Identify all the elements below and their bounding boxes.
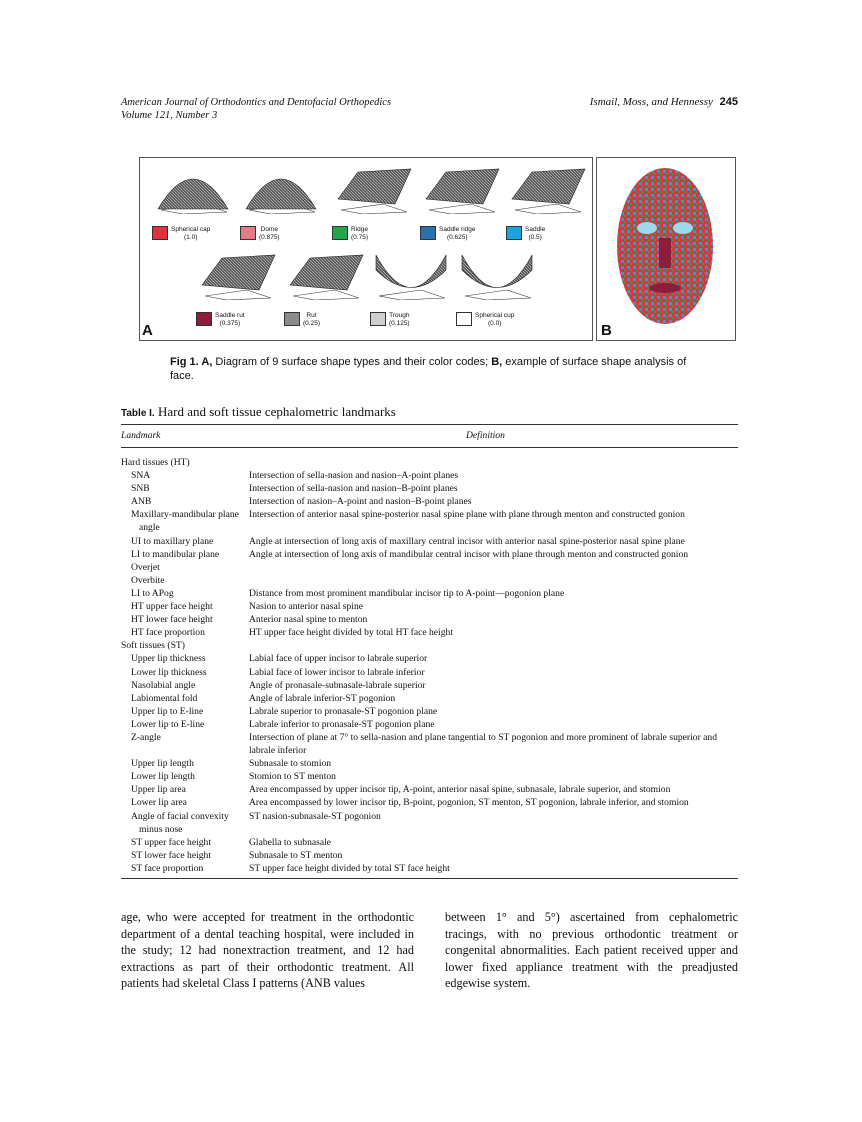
- landmark-cell: [121, 600, 249, 613]
- table-category-row: [121, 639, 738, 652]
- landmark-name: Upper lip thickness: [131, 653, 206, 665]
- landmark-cell: [121, 548, 249, 561]
- landmark-cell: [121, 495, 249, 508]
- color-swatch: [420, 226, 436, 240]
- landmark-name: HT upper face height: [131, 601, 213, 613]
- face-shape-map-image: [597, 158, 735, 340]
- caption-text-b: example of surface shape analysis of face.: [170, 356, 687, 382]
- shape-value: (0.125): [389, 320, 410, 327]
- landmark-name: Lower lip length: [131, 771, 195, 783]
- color-swatch: [506, 226, 522, 240]
- table-row: [121, 508, 738, 534]
- shape-legend-item: [420, 226, 476, 242]
- landmark-cell: [121, 810, 249, 836]
- shape-legend-item: [284, 312, 320, 328]
- caption-label: Fig 1. A,: [170, 356, 213, 368]
- shape-value: (0.75): [351, 234, 368, 241]
- table-top-rule: [121, 424, 738, 425]
- shape-value: (1.0): [184, 234, 198, 241]
- shape-legend-item: [240, 226, 280, 242]
- landmark-cell: [121, 692, 249, 705]
- shape-name: Saddle: [525, 226, 546, 233]
- shape-legend-item: [370, 312, 410, 328]
- shape-value: (0.375): [219, 320, 241, 327]
- table-row: [121, 783, 738, 796]
- caption-text: Diagram of 9 surface shape types and their color codes;: [212, 356, 492, 368]
- landmark-name: Lower lip to E-line: [131, 718, 205, 730]
- landmark-cell: [121, 574, 249, 587]
- landmark-name: Nasolabial angle: [131, 679, 196, 691]
- table-row: [121, 600, 738, 613]
- definition-cell: Labrale superior to pronasale-ST pogonion plane: [249, 705, 438, 717]
- shape-name: Spherical cap: [171, 226, 211, 233]
- landmark-cell: [121, 587, 249, 600]
- surface-shape-plot: [197, 250, 277, 300]
- shape-name: Ridge: [351, 226, 368, 233]
- table-row: [121, 561, 738, 574]
- table-row: [121, 626, 738, 639]
- column-header-landmark: Landmark: [121, 430, 161, 441]
- definition-cell: Nasion to anterior nasal spine: [249, 601, 364, 613]
- landmark-cell: [121, 535, 249, 548]
- landmark-cell: [121, 770, 249, 783]
- definition-cell: Angle of labrale inferior-ST pogonion: [249, 692, 396, 704]
- table-row: [121, 482, 738, 495]
- figure-caption: [170, 355, 700, 383]
- definition-cell: Intersection of plane at 7° to sella-nasion and plane tangential to ST pogonion and more prominent of labrale superior and labrale inferior: [249, 731, 718, 757]
- table-header-rule: [121, 447, 738, 448]
- authors: Ismail, Moss, and Hennessy: [589, 96, 713, 108]
- landmark-name: SNA: [131, 470, 151, 482]
- surface-shape-plot: [333, 164, 413, 214]
- color-swatch: [332, 226, 348, 240]
- body-text-left-column: age, who were accepted for treatment in the orthodontic department of a dental teaching hospital, were included in the study; 12 had nonextraction treatment, and 12 had extractions as part of their orthodontic treatment. All patients had skeletal Class I patterns (ANB values: [121, 910, 414, 991]
- landmark-name: LI to APog: [131, 587, 174, 599]
- table-row: [121, 836, 738, 849]
- table-row: [121, 574, 738, 587]
- landmark-cell: [121, 862, 249, 875]
- running-header-authors: [590, 96, 738, 109]
- table-row: [121, 810, 738, 836]
- table-row: [121, 770, 738, 783]
- definition-cell: Intersection of anterior nasal spine-posterior nasal spine plane with plane through menton and constructed gonion: [249, 509, 685, 521]
- journal-volume: Volume 121, Number 3: [121, 110, 218, 121]
- table-row: [121, 679, 738, 692]
- definition-cell: Intersection of sella-nasion and nasion–A-point planes: [249, 470, 459, 482]
- landmark-name: ANB: [131, 496, 152, 508]
- table-title-text: Hard and soft tissue cephalometric landmarks: [154, 404, 396, 419]
- definition-cell: Glabella to subnasale: [249, 836, 332, 848]
- definition-cell: Angle of pronasale-subnasale-labrale superior: [249, 679, 426, 691]
- definition-cell: Angle at intersection of long axis of maxillary central incisor with anterior nasal spine-posterior nasal spine plane: [249, 535, 685, 547]
- surface-shape-plot: [153, 164, 233, 214]
- landmark-name: ST lower face height: [131, 849, 212, 861]
- shape-name: Trough: [389, 312, 410, 319]
- color-swatch: [370, 312, 386, 326]
- landmark-cell: [121, 561, 249, 574]
- table-row: [121, 548, 738, 561]
- definition-cell: Area encompassed by lower incisor tip, B-point, pogonion, ST menton, ST pogonion, labrale inferior, and stomion: [249, 797, 689, 809]
- color-swatch: [456, 312, 472, 326]
- landmark-name: LI to mandibular plane: [131, 548, 220, 560]
- landmark-name: Overjet: [131, 561, 160, 573]
- definition-cell: Area encompassed by upper incisor tip, A-point, anterior nasal spine, subnasale, labrale superior, and stomion: [249, 784, 671, 796]
- definition-cell: Stomion to ST menton: [249, 771, 336, 783]
- landmark-cell: [121, 718, 249, 731]
- color-swatch: [196, 312, 212, 326]
- running-header-journal: [121, 96, 391, 122]
- color-swatch: [284, 312, 300, 326]
- definition-cell: Anterior nasal spine to menton: [249, 614, 368, 626]
- definition-cell: Intersection of nasion–A-point and nasion–B-point planes: [249, 496, 472, 508]
- figure-panel-a: [139, 157, 593, 341]
- landmark-cell: [121, 731, 249, 757]
- landmark-cell: [121, 679, 249, 692]
- definition-cell: Subnasale to stomion: [249, 758, 332, 770]
- definition-cell: Subnasale to ST menton: [249, 849, 343, 861]
- landmark-cell: [121, 836, 249, 849]
- definition-cell: Labial face of upper incisor to labrale superior: [249, 653, 428, 665]
- landmark-name: Overbite: [131, 574, 165, 586]
- surface-shape-plot: [507, 164, 587, 214]
- landmarks-table: [121, 456, 738, 875]
- landmark-cell: [121, 783, 249, 796]
- landmark-cell: [121, 613, 249, 626]
- landmark-name: ST upper face height: [131, 836, 212, 848]
- shape-legend-item: [332, 226, 368, 242]
- table-row: [121, 757, 738, 770]
- landmark-name: Angle of facial convexity minus nose: [131, 810, 229, 835]
- category-label: Hard tissues (HT): [121, 457, 190, 468]
- shape-name: Saddle ridge: [439, 226, 476, 233]
- body-text-right-column: between 1° and 5°) ascertained from cephalometric tracings, with no previous orthodontic treatment or congenital abnormalities. Each patient received upper and lower fixed appliance treatment with the preadjusted edgewise system.: [445, 910, 738, 991]
- definition-cell: ST upper face height divided by total ST face height: [249, 862, 450, 874]
- caption-label-b: B,: [491, 356, 503, 368]
- landmark-cell: [121, 482, 249, 495]
- definition-cell: [249, 574, 738, 587]
- landmark-name: ST face proportion: [131, 862, 204, 874]
- table-row: [121, 849, 738, 862]
- shape-value: (0.625): [446, 234, 468, 241]
- surface-shape-plot: [457, 250, 537, 300]
- definition-cell: Labrale inferior to pronasale-ST pogonion plane: [249, 718, 435, 730]
- table-category-row: [121, 456, 738, 469]
- landmark-name: HT face proportion: [131, 627, 205, 639]
- landmark-name: SNB: [131, 483, 150, 495]
- color-swatch: [240, 226, 256, 240]
- table-row: [121, 469, 738, 482]
- landmark-name: UI to maxillary plane: [131, 535, 214, 547]
- landmark-cell: [121, 666, 249, 679]
- panel-label-b: B: [601, 322, 612, 339]
- shape-legend-item: [506, 226, 545, 242]
- landmark-cell: [121, 705, 249, 718]
- table-header: [121, 430, 738, 441]
- landmark-cell: [121, 469, 249, 482]
- landmark-cell: [121, 652, 249, 665]
- definition-cell: Intersection of sella-nasion and nasion–B-point planes: [249, 483, 458, 495]
- table-row: [121, 666, 738, 679]
- definition-cell: Labial face of lower incisor to labrale inferior: [249, 666, 425, 678]
- table-row: [121, 692, 738, 705]
- definition-cell: HT upper face height divided by total HT face height: [249, 627, 453, 639]
- table-bottom-rule: [121, 878, 738, 879]
- landmark-name: Upper lip area: [131, 784, 186, 796]
- shape-value: (0.25): [303, 320, 320, 327]
- definition-cell: Distance from most prominent mandibular incisor tip to A-point—pogonion plane: [249, 587, 565, 599]
- shape-value: (0.0): [488, 320, 502, 327]
- page-number: 245: [719, 96, 738, 108]
- table-row: [121, 495, 738, 508]
- table-row: [121, 587, 738, 600]
- table-row: [121, 613, 738, 626]
- shape-value: (0.5): [528, 234, 542, 241]
- category-label: Soft tissues (ST): [121, 640, 185, 652]
- landmark-cell: [121, 796, 249, 809]
- shape-name: Saddle rut: [215, 312, 245, 319]
- shape-name: Spherical cup: [475, 312, 515, 319]
- table-row: [121, 796, 738, 809]
- color-swatch: [152, 226, 168, 240]
- table-title: [121, 404, 396, 420]
- definition-cell: Angle at intersection of long axis of mandibular central incisor with plane through menton and constructed gonion: [249, 548, 689, 560]
- table-label: Table I.: [121, 408, 155, 419]
- table-row: [121, 705, 738, 718]
- surface-shape-plot: [371, 250, 451, 300]
- surface-shape-plot: [421, 164, 501, 214]
- landmark-name: Upper lip length: [131, 758, 194, 770]
- landmark-cell: [121, 757, 249, 770]
- panel-label-a: A: [142, 322, 153, 339]
- landmark-name: Lower lip thickness: [131, 666, 207, 678]
- table-row: [121, 862, 738, 875]
- column-header-definition: Definition: [466, 430, 505, 441]
- landmark-name: HT lower face height: [131, 614, 213, 626]
- landmark-name: Z-angle: [131, 731, 161, 743]
- landmark-cell: [121, 508, 249, 534]
- shape-value: (0.875): [259, 234, 280, 241]
- journal-name: American Journal of Orthodontics and Dentofacial Orthopedics: [121, 97, 392, 108]
- shape-legend-item: [456, 312, 514, 328]
- landmark-name: Labiomental fold: [131, 692, 198, 704]
- definition-cell: ST nasion-subnasale-ST pogonion: [249, 810, 381, 822]
- landmark-name: Lower lip area: [131, 797, 187, 809]
- surface-shape-plot: [241, 164, 321, 214]
- shape-name: Rut: [306, 312, 317, 319]
- definition-cell: [249, 561, 738, 574]
- table-row: [121, 718, 738, 731]
- shape-name: Dome: [260, 226, 278, 233]
- shape-legend-item: [196, 312, 245, 328]
- figure-panel-b: [596, 157, 736, 341]
- shape-legend-item: [152, 226, 210, 242]
- table-row: [121, 652, 738, 665]
- landmark-name: Upper lip to E-line: [131, 705, 204, 717]
- surface-shape-plot: [285, 250, 365, 300]
- landmark-cell: [121, 849, 249, 862]
- table-row: [121, 535, 738, 548]
- table-row: [121, 731, 738, 757]
- landmark-name: Maxillary-mandibular plane angle: [131, 509, 239, 534]
- landmark-cell: [121, 626, 249, 639]
